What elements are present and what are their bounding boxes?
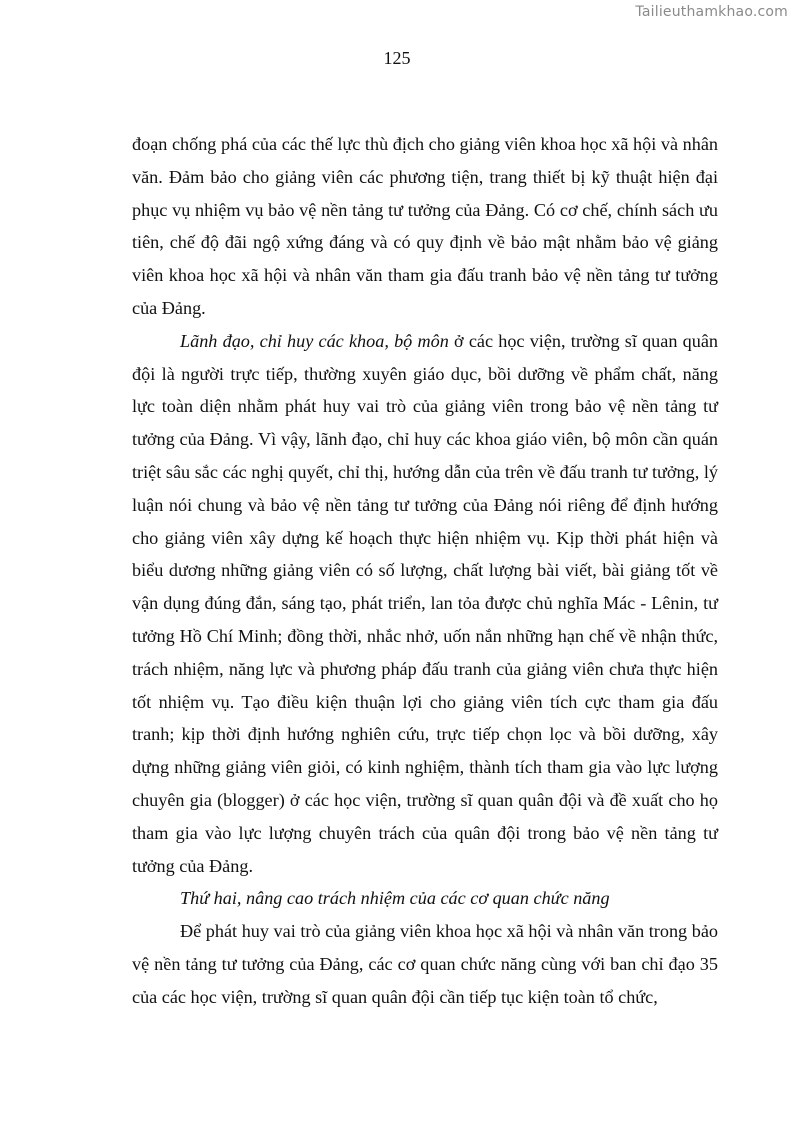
page-number: 125 xyxy=(383,48,411,68)
paragraph-faculty-leadership xyxy=(132,325,718,883)
paragraph-functional-agencies: Để phát huy vai trò của giảng viên khoa học xã hội và nhân văn trong bảo vệ nền tảng tư tưởng của Đảng, các cơ quan chức năng cùng với ban chỉ đạo 35 của các học viện, trường sĩ quan quân đội cần tiếp tục kiện toàn tổ chức, xyxy=(132,921,718,1007)
watermark-text: Tailieuthamkhao.com xyxy=(635,4,788,20)
document-body xyxy=(132,128,718,1014)
paragraph-continuation: đoạn chống phá của các thế lực thù địch cho giảng viên khoa học xã hội và nhân văn. Đảm bảo cho giảng viên các phương tiện, trang thiết bị kỹ thuật hiện đại phục vụ nhiệm vụ bảo vệ nền tảng tư tưởng của Đảng. Có cơ chế, chính sách ưu tiên, chế độ đãi ngộ xứng đáng và có quy định về bảo mật nhằm bảo vệ giảng viên khoa học xã hội và nhân văn tham gia đấu tranh bảo vệ nền tảng tư tưởng của Đảng. xyxy=(132,134,718,318)
section-heading: Thứ hai, nâng cao trách nhiệm của các cơ quan chức năng xyxy=(180,888,610,909)
paragraph-lead-in: Lãnh đạo, chỉ huy các khoa, bộ môn xyxy=(180,330,449,351)
paragraph-body: ở các học viện, trường sĩ quan quân đội là người trực tiếp, thường xuyên giáo dục, bồi dưỡng về phẩm chất, năng lực toàn diện nhằm phát huy vai trò của giảng viên trong bảo vệ nền tảng tư tưởng của Đảng. Vì vậy, lãnh đạo, chỉ huy các khoa giáo viên, bộ môn cần quán triệt sâu sắc các nghị quyết, chỉ thị, hướng dẫn của trên về đấu tranh tư tưởng, lý luận nói chung và bảo vệ nền tảng tư tưởng của Đảng nói riêng để định hướng cho giảng viên xây dựng kế hoạch thực hiện nhiệm vụ. Kịp thời phát hiện và biểu dương những giảng viên có số lượng, chất lượng bài viết, bài giảng tốt về vận dụng đúng đắn, sáng tạo, phát triển, lan tỏa được chủ nghĩa Mác - Lênin, tư tưởng Hồ Chí Minh; đồng thời, nhắc nhở, uốn nắn những hạn chế về nhận thức, trách nhiệm, năng lực và phương pháp đấu tranh của giảng viên chưa thực hiện tốt nhiệm vụ. Tạo điều kiện thuận lợi cho giảng viên tích cực tham gia đấu tranh; kịp thời định hướng nghiên cứu, trực tiếp chọn lọc và bồi dưỡng, xây dựng những giảng viên giỏi, có kinh nghiệm, thành tích tham gia vào lực lượng chuyên gia (blogger) ở các học viện, trường sĩ quan quân đội và đề xuất cho họ tham gia vào lực lượng chuyên trách của quân đội trong bảo vệ nền tảng tư tưởng của Đảng. xyxy=(132,330,718,876)
